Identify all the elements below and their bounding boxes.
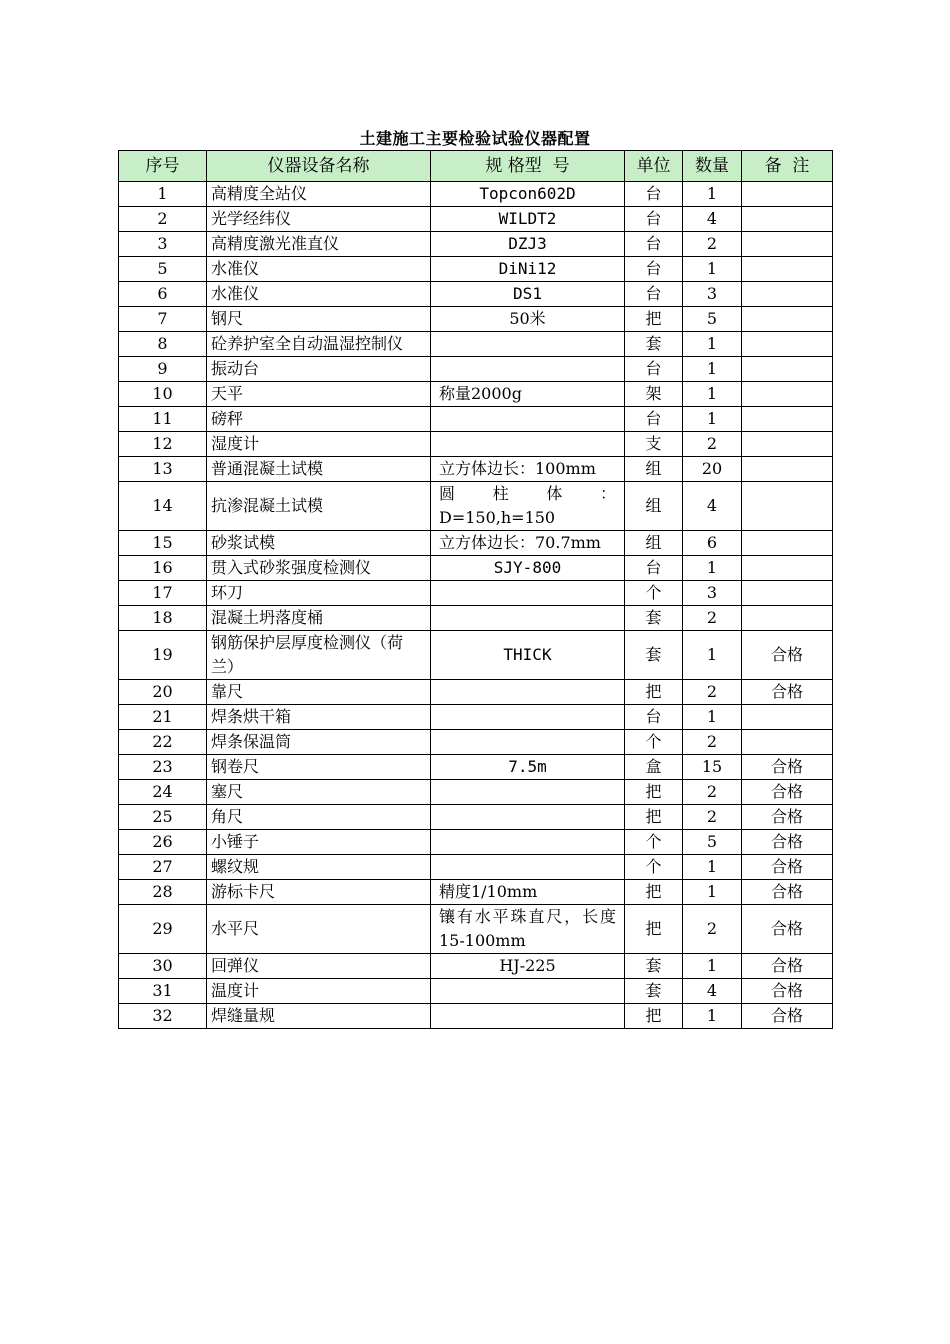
cell-name: 水准仪	[207, 257, 431, 282]
cell-no: 2	[119, 207, 207, 232]
cell-name: 钢卷尺	[207, 755, 431, 780]
table-row	[119, 307, 833, 332]
cell-name: 螺纹规	[207, 855, 431, 880]
cell-qty: 2	[683, 232, 742, 257]
cell-qty: 1	[683, 357, 742, 382]
cell-no: 6	[119, 282, 207, 307]
cell-unit: 盒	[625, 755, 683, 780]
cell-no: 10	[119, 382, 207, 407]
cell-name: 钢尺	[207, 307, 431, 332]
cell-name: 振动台	[207, 357, 431, 382]
cell-no: 30	[119, 954, 207, 979]
header-no: 序号	[119, 151, 207, 182]
cell-spec	[431, 805, 625, 830]
cell-qty: 1	[683, 332, 742, 357]
cell-spec	[431, 830, 625, 855]
cell-name: 环刀	[207, 581, 431, 606]
cell-unit: 把	[625, 1004, 683, 1029]
cell-spec: DiNi12	[431, 257, 625, 282]
cell-note: 合格	[742, 954, 833, 979]
cell-spec: 称量2000g	[431, 382, 625, 407]
cell-unit: 把	[625, 805, 683, 830]
cell-name: 天平	[207, 382, 431, 407]
cell-unit: 台	[625, 705, 683, 730]
cell-qty: 15	[683, 755, 742, 780]
cell-unit: 把	[625, 880, 683, 905]
header-note: 备 注	[742, 151, 833, 182]
cell-no: 9	[119, 357, 207, 382]
cell-qty: 2	[683, 905, 742, 954]
cell-qty: 2	[683, 432, 742, 457]
table-row	[119, 432, 833, 457]
cell-note: 合格	[742, 880, 833, 905]
cell-spec	[431, 606, 625, 631]
cell-unit: 台	[625, 357, 683, 382]
cell-spec: 立方体边长：100mm	[431, 457, 625, 482]
cell-qty: 3	[683, 282, 742, 307]
cell-note	[742, 556, 833, 581]
cell-note	[742, 357, 833, 382]
cell-note	[742, 207, 833, 232]
cell-unit: 套	[625, 631, 683, 680]
cell-spec	[431, 680, 625, 705]
cell-name: 水准仪	[207, 282, 431, 307]
cell-unit: 组	[625, 531, 683, 556]
cell-spec: SJY-800	[431, 556, 625, 581]
table-row	[119, 407, 833, 432]
cell-qty: 1	[683, 382, 742, 407]
cell-note	[742, 482, 833, 531]
table-row	[119, 805, 833, 830]
document-title: 土建施工主要检验试验仪器配置	[359, 129, 591, 148]
cell-no: 12	[119, 432, 207, 457]
cell-qty: 1	[683, 855, 742, 880]
cell-no: 28	[119, 880, 207, 905]
cell-note	[742, 182, 833, 207]
cell-no: 25	[119, 805, 207, 830]
cell-name: 普通混凝土试模	[207, 457, 431, 482]
cell-no: 20	[119, 680, 207, 705]
cell-note	[742, 307, 833, 332]
cell-qty: 4	[683, 207, 742, 232]
cell-name: 角尺	[207, 805, 431, 830]
cell-spec	[431, 705, 625, 730]
table-row	[119, 357, 833, 382]
cell-no: 16	[119, 556, 207, 581]
cell-unit: 台	[625, 282, 683, 307]
cell-spec: DZJ3	[431, 232, 625, 257]
cell-qty: 1	[683, 257, 742, 282]
cell-spec	[431, 332, 625, 357]
cell-unit: 套	[625, 332, 683, 357]
cell-no: 13	[119, 457, 207, 482]
cell-unit: 架	[625, 382, 683, 407]
table-row	[119, 631, 833, 680]
cell-note	[742, 705, 833, 730]
table-row	[119, 232, 833, 257]
cell-note: 合格	[742, 631, 833, 680]
cell-name: 焊缝量规	[207, 1004, 431, 1029]
cell-unit: 把	[625, 680, 683, 705]
cell-no: 15	[119, 531, 207, 556]
table-row	[119, 755, 833, 780]
table-row	[119, 1004, 833, 1029]
cell-spec: 圆柱体：D=150,h=150	[431, 482, 625, 531]
cell-spec: WILDT2	[431, 207, 625, 232]
cell-no: 5	[119, 257, 207, 282]
cell-name: 游标卡尺	[207, 880, 431, 905]
cell-qty: 1	[683, 407, 742, 432]
table-row	[119, 905, 833, 954]
cell-no: 23	[119, 755, 207, 780]
cell-note: 合格	[742, 755, 833, 780]
cell-name: 焊条保温筒	[207, 730, 431, 755]
table-row	[119, 457, 833, 482]
cell-unit: 个	[625, 855, 683, 880]
cell-no: 26	[119, 830, 207, 855]
table-body	[119, 182, 833, 1029]
cell-note	[742, 232, 833, 257]
cell-name: 水平尺	[207, 905, 431, 954]
cell-no: 22	[119, 730, 207, 755]
cell-name: 砂浆试模	[207, 531, 431, 556]
cell-name: 光学经纬仪	[207, 207, 431, 232]
table-row	[119, 482, 833, 531]
cell-spec: 7.5m	[431, 755, 625, 780]
cell-spec: Topcon602D	[431, 182, 625, 207]
cell-qty: 1	[683, 880, 742, 905]
cell-note	[742, 332, 833, 357]
cell-no: 27	[119, 855, 207, 880]
cell-qty: 5	[683, 307, 742, 332]
table-row	[119, 830, 833, 855]
cell-spec: 50米	[431, 307, 625, 332]
cell-note	[742, 282, 833, 307]
table-row	[119, 257, 833, 282]
cell-note	[742, 382, 833, 407]
cell-qty: 2	[683, 606, 742, 631]
cell-spec	[431, 730, 625, 755]
cell-unit: 台	[625, 207, 683, 232]
cell-spec: DS1	[431, 282, 625, 307]
cell-no: 14	[119, 482, 207, 531]
cell-name: 高精度全站仪	[207, 182, 431, 207]
cell-qty: 2	[683, 780, 742, 805]
cell-note: 合格	[742, 830, 833, 855]
cell-name: 塞尺	[207, 780, 431, 805]
cell-unit: 台	[625, 232, 683, 257]
cell-qty: 1	[683, 1004, 742, 1029]
cell-qty: 1	[683, 182, 742, 207]
table-row	[119, 556, 833, 581]
cell-qty: 1	[683, 705, 742, 730]
cell-name: 回弹仪	[207, 954, 431, 979]
cell-unit: 把	[625, 905, 683, 954]
cell-unit: 个	[625, 581, 683, 606]
cell-unit: 把	[625, 307, 683, 332]
cell-unit: 套	[625, 979, 683, 1004]
cell-no: 11	[119, 407, 207, 432]
cell-unit: 台	[625, 556, 683, 581]
cell-no: 3	[119, 232, 207, 257]
table-row	[119, 979, 833, 1004]
cell-spec: 立方体边长：70.7mm	[431, 531, 625, 556]
cell-note: 合格	[742, 855, 833, 880]
table-row	[119, 182, 833, 207]
cell-spec: 精度1/10mm	[431, 880, 625, 905]
cell-spec	[431, 581, 625, 606]
cell-spec	[431, 979, 625, 1004]
cell-name: 小锤子	[207, 830, 431, 855]
cell-note	[742, 257, 833, 282]
cell-note: 合格	[742, 805, 833, 830]
table-header	[119, 151, 833, 182]
cell-name: 磅秤	[207, 407, 431, 432]
cell-unit: 个	[625, 730, 683, 755]
table-row	[119, 332, 833, 357]
instrument-table	[118, 150, 833, 1029]
cell-note	[742, 730, 833, 755]
table-row	[119, 954, 833, 979]
cell-note: 合格	[742, 905, 833, 954]
cell-qty: 20	[683, 457, 742, 482]
cell-no: 17	[119, 581, 207, 606]
cell-spec: HJ-225	[431, 954, 625, 979]
cell-name: 靠尺	[207, 680, 431, 705]
cell-note	[742, 457, 833, 482]
cell-spec	[431, 357, 625, 382]
cell-qty: 1	[683, 556, 742, 581]
cell-spec	[431, 432, 625, 457]
cell-unit: 个	[625, 830, 683, 855]
cell-unit: 支	[625, 432, 683, 457]
header-name: 仪器设备名称	[207, 151, 431, 182]
cell-unit: 套	[625, 606, 683, 631]
header-row	[119, 151, 833, 182]
cell-unit: 把	[625, 780, 683, 805]
cell-note	[742, 581, 833, 606]
header-spec: 规 格型 号	[431, 151, 625, 182]
cell-unit: 台	[625, 257, 683, 282]
header-unit: 单位	[625, 151, 683, 182]
cell-no: 18	[119, 606, 207, 631]
cell-unit: 组	[625, 457, 683, 482]
cell-note: 合格	[742, 780, 833, 805]
table-row	[119, 282, 833, 307]
cell-note	[742, 606, 833, 631]
cell-name: 贯入式砂浆强度检测仪	[207, 556, 431, 581]
cell-unit: 台	[625, 407, 683, 432]
cell-name: 温度计	[207, 979, 431, 1004]
cell-name: 湿度计	[207, 432, 431, 457]
cell-note: 合格	[742, 680, 833, 705]
cell-note	[742, 432, 833, 457]
table-row	[119, 780, 833, 805]
cell-spec	[431, 780, 625, 805]
cell-name: 抗渗混凝土试模	[207, 482, 431, 531]
table-row	[119, 581, 833, 606]
cell-no: 7	[119, 307, 207, 332]
cell-no: 1	[119, 182, 207, 207]
table-row	[119, 531, 833, 556]
cell-no: 32	[119, 1004, 207, 1029]
cell-qty: 3	[683, 581, 742, 606]
cell-spec	[431, 407, 625, 432]
cell-spec: 镶有水平珠直尺，长度15-100mm	[431, 905, 625, 954]
cell-note: 合格	[742, 979, 833, 1004]
cell-name: 钢筋保护层厚度检测仪（荷兰）	[207, 631, 431, 680]
cell-no: 21	[119, 705, 207, 730]
cell-no: 31	[119, 979, 207, 1004]
header-qty: 数量	[683, 151, 742, 182]
cell-qty: 1	[683, 954, 742, 979]
cell-qty: 4	[683, 979, 742, 1004]
cell-unit: 套	[625, 954, 683, 979]
cell-no: 24	[119, 780, 207, 805]
table-row	[119, 680, 833, 705]
cell-qty: 2	[683, 805, 742, 830]
cell-unit: 台	[625, 182, 683, 207]
cell-spec: THICK	[431, 631, 625, 680]
cell-name: 混凝土坍落度桶	[207, 606, 431, 631]
cell-note: 合格	[742, 1004, 833, 1029]
cell-qty: 2	[683, 680, 742, 705]
table-row	[119, 382, 833, 407]
cell-spec	[431, 855, 625, 880]
cell-qty: 5	[683, 830, 742, 855]
cell-name: 高精度激光准直仪	[207, 232, 431, 257]
cell-qty: 2	[683, 730, 742, 755]
cell-qty: 1	[683, 631, 742, 680]
table-row	[119, 207, 833, 232]
cell-spec	[431, 1004, 625, 1029]
cell-name: 焊条烘干箱	[207, 705, 431, 730]
cell-unit: 组	[625, 482, 683, 531]
cell-qty: 4	[683, 482, 742, 531]
cell-note	[742, 407, 833, 432]
cell-no: 19	[119, 631, 207, 680]
table-row	[119, 855, 833, 880]
cell-no: 8	[119, 332, 207, 357]
table-row	[119, 880, 833, 905]
cell-name: 砼养护室全自动温湿控制仪	[207, 332, 431, 357]
table-row	[119, 730, 833, 755]
table-row	[119, 606, 833, 631]
cell-no: 29	[119, 905, 207, 954]
table-row	[119, 705, 833, 730]
cell-note	[742, 531, 833, 556]
cell-qty: 6	[683, 531, 742, 556]
